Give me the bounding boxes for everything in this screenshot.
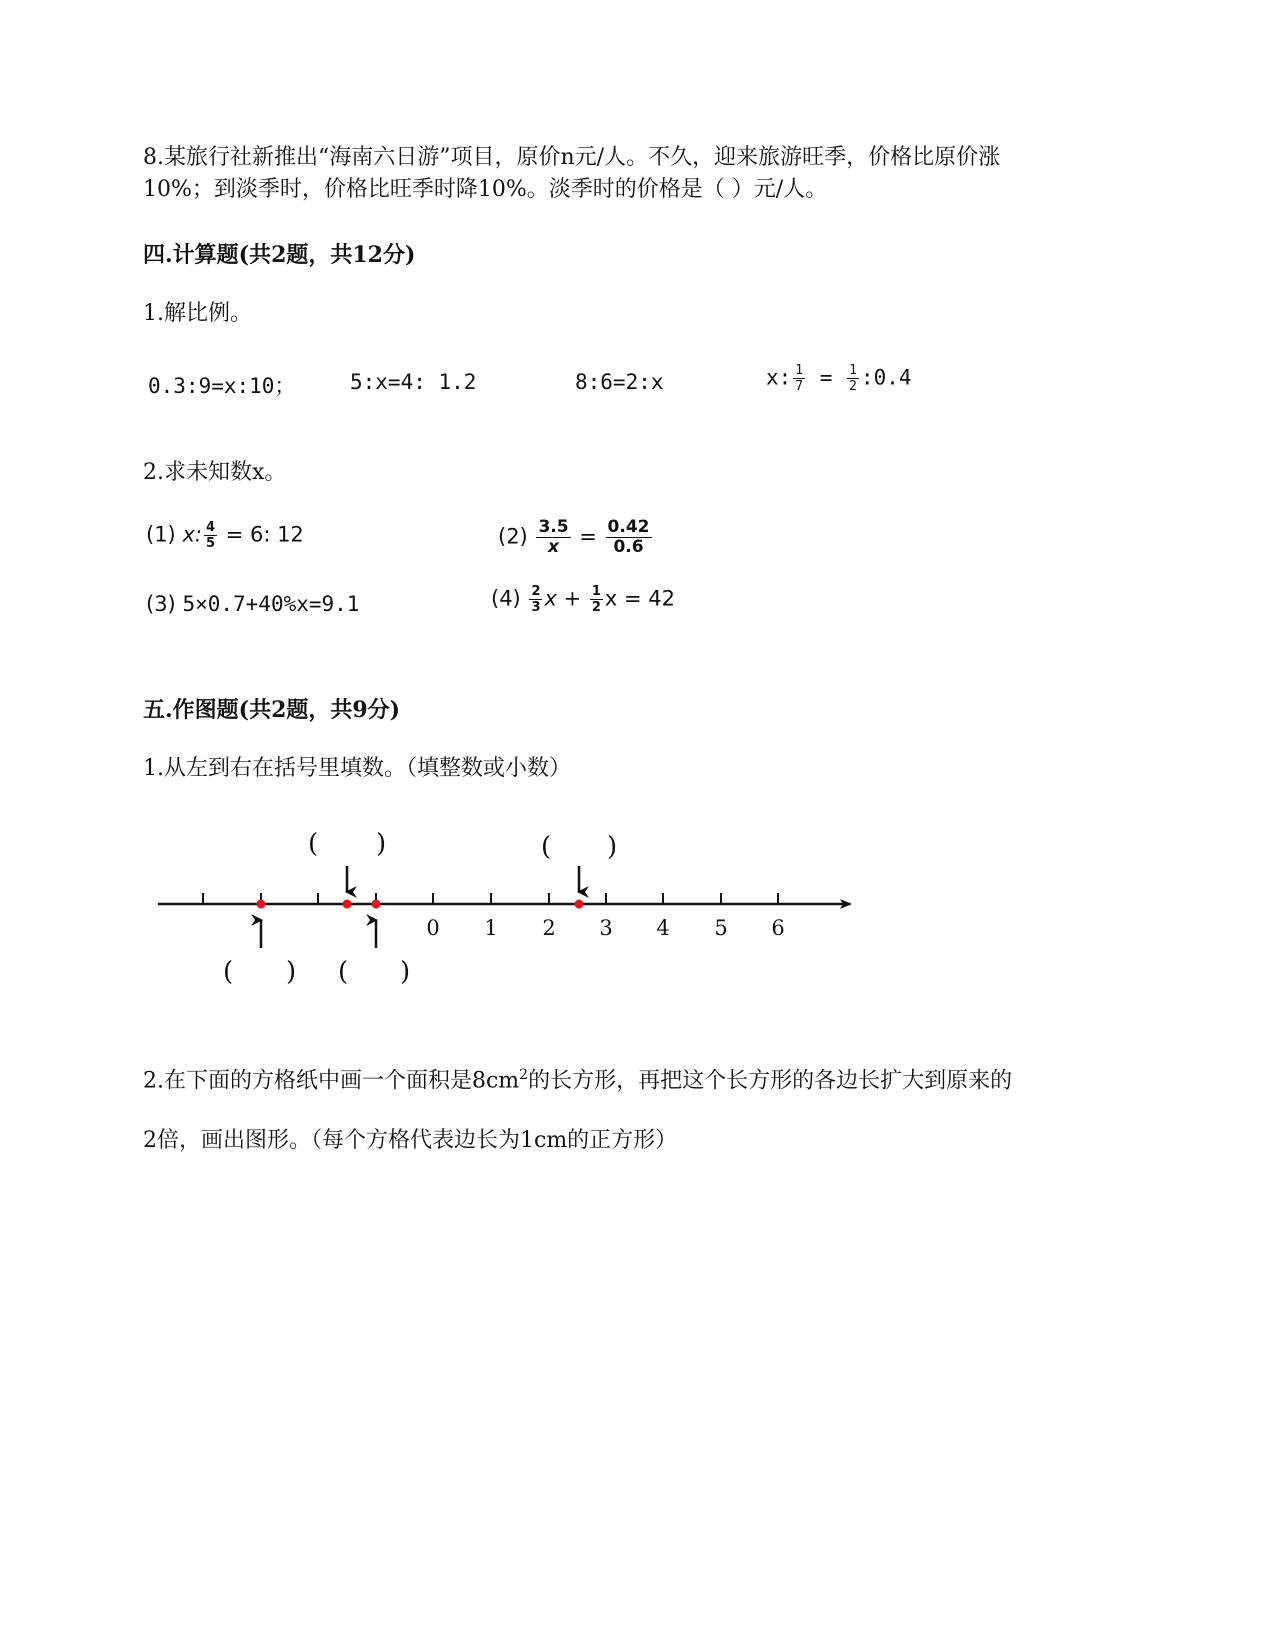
point-a [257,900,266,909]
q8-line1: 8.某旅行社新推出“海南六日游”项目，原价n元/人。不久，迎来旅游旺季，价格比原价涨 [143,145,1001,170]
blank-open-paren: ( [308,829,319,859]
blank-open-paren: ( [223,957,234,987]
blank-close-paren: ) [607,832,618,862]
proportion-b: 5:x=4: 1.2 [350,370,477,394]
point-d [575,900,584,909]
fraction-numerator: 3.5 [538,517,569,537]
section-5-q2-line2: 2倍，画出图形。（每个方格代表边长为1cm的正方形） [143,1128,678,1153]
point-b [343,900,352,909]
q8-line2: 10%；到淡季时，价格比旺季时降10%。淡季时的价格是（ ）元/人。 [143,177,828,202]
equation-2-equals: = [579,524,597,549]
equation-3-text: 5×0.7+40%x=9.1 [182,592,360,616]
blank-close-paren: ) [376,829,387,859]
equation-4-post: x = 42 [604,586,676,611]
section-5-q2-line1-pre: 2.在下面的方格纸中画一个面积是8cm [143,1068,520,1094]
section-5-q2-line1-post: 的长方形，再把这个长方形的各边长扩大到原来的 [528,1068,1013,1094]
proportion-d [766,364,912,393]
fraction-denominator: 3 [531,600,541,615]
section-4-q1-title: 1.解比例。 [143,301,252,326]
proportion-d-equals: = [819,365,833,390]
equation-3-label: (3) [146,592,176,616]
section-5-q1-title: 1.从左到右在括号里填数。（填整数或小数） [143,756,571,781]
tick-marks [203,893,778,904]
fraction-two-thirds [529,585,542,614]
fraction-denominator: 2 [591,600,601,615]
fraction-point-42-over-point-6 [606,519,652,556]
section-5-title: 五.作图题(共2题，共9分) [143,697,401,723]
tick-label: 6 [771,916,785,940]
equation-3 [146,592,359,616]
tick-label: 3 [599,916,613,940]
fraction-denominator: 2 [849,379,857,394]
fraction-numerator: 1 [591,584,601,599]
equation-1-post: = 6: 12 [225,522,304,547]
superscript-2: 2 [519,1067,529,1083]
equation-1-label: (1) [146,522,176,547]
point-c [372,900,381,909]
fraction-denominator: 0.6 [613,537,644,557]
proportion-c: 8:6=2:x [575,370,664,394]
tick-labels [426,916,784,940]
equation-4 [491,585,675,614]
blank-open-paren: ( [541,832,552,862]
tick-label: 1 [484,916,498,940]
fraction-one-half [847,364,859,393]
number-line-figure [150,820,870,1000]
blank-close-paren: ) [286,957,297,987]
tick-label: 4 [656,916,670,940]
equation-1-pre: x: [182,522,202,547]
fraction-numerator: 1 [849,363,857,378]
equation-4-mid: x + [544,586,582,611]
fraction-numerator: 1 [795,363,804,378]
fraction-numerator: 4 [205,520,215,535]
blank-close-paren: ) [400,957,411,987]
tick-label: 5 [714,916,728,940]
proportion-d-suffix: :0.4 [860,365,912,390]
fraction-numerator: 2 [531,584,541,599]
section-5-q2-line1 [143,1058,1012,1098]
fraction-denominator: 7 [795,379,804,394]
fraction-four-fifths [204,521,217,550]
fraction-numerator: 0.42 [607,517,650,537]
fraction-denominator: x [548,537,559,557]
equation-2 [498,519,654,556]
tick-label: 2 [542,916,556,940]
fraction-one-seventh [793,364,805,393]
fraction-one-half [590,585,603,614]
equation-2-label: (2) [498,524,528,549]
equation-1 [146,521,304,550]
proportion-a: 0.3:9=x:10； [148,374,296,398]
fraction-denominator: 5 [205,536,215,551]
tick-label: 0 [426,916,440,940]
equation-4-label: (4) [491,586,521,611]
fraction-three-point-five-over-x [536,519,570,556]
section-4-q2-title: 2.求未知数x。 [143,460,287,485]
blank-open-paren: ( [338,957,349,987]
proportion-d-prefix: x: [766,365,792,390]
section-4-title: 四.计算题(共2题，共12分) [143,242,416,268]
